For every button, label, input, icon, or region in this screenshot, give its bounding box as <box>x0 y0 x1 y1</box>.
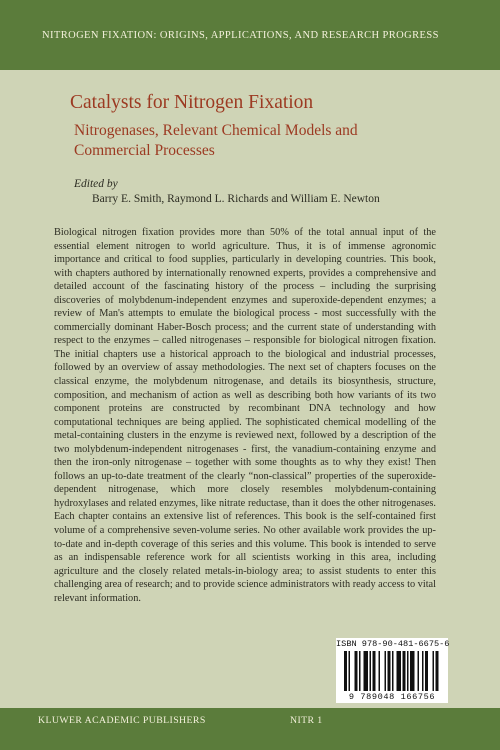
barcode-bar <box>364 651 369 691</box>
publisher-name: KLUWER ACADEMIC PUBLISHERS <box>38 715 206 726</box>
barcode-bar <box>422 651 424 691</box>
barcode <box>336 638 448 703</box>
barcode-bar <box>410 651 415 691</box>
barcode-bar <box>349 651 351 691</box>
barcode-bar <box>359 651 361 691</box>
barcode-bar <box>355 651 358 691</box>
barcode-bar <box>388 651 391 691</box>
book-title: Catalysts for Nitrogen Fixation <box>70 92 314 113</box>
description <box>54 226 436 605</box>
book-subtitle: Nitrogenases, Relevant Chemical Models and Commercial Processes <box>74 122 358 159</box>
barcode-bars <box>344 651 440 691</box>
barcode-bar <box>344 651 347 691</box>
barcode-bar <box>418 651 420 691</box>
isbn-label: ISBN 978-90-481-6675-6 <box>336 639 450 649</box>
description-paragraph: Biological nitrogen fixation provides more than 50% of the total annual input of the essential element nitrogen to world agriculture. Thus, it is of immense agronomic importance and critical to food supplies, particularly in developing countries. This book, with chapters authored by internationally renowned experts, provides a comprehensive and detailed account of the fascinating history of the process – including the surprising discoveries of molybdenum-independent enzymes and superoxide-dependent enzymes; a review of Man's attempts to emulate the biological process - most successfully with the commercially dominant Haber-Bosch process; and the current state of understanding with respect to the enzymes – called nitrogenases – responsible for biological nitrogen fixation. The initial chapters use a historical approach to the biological and industrial processes, followed by an overview of assay methodologies. The next set of chapters focuses on the classical enzyme, the molybdenum nitrogenase, and details its biosynthesis, structure, composition, and mechanism of action as well as describing both how variants of its two component proteins are constructed by recombinant DNA technology and how computational techniques are being applied. The sophisticated chemical modelling of the metal-containing clusters in the enzyme is reviewed next, followed by a description of the two molybdenum-independent nitrogenases - first, the vanadium-containing enzyme and then the iron-only nitrogenase – together with some thoughts as to why they exist! Then follows an up-to-date treatment of the clearly “non-classical” properties of the superoxide-dependent nitrogenase, which more closely resembles molybdenum-containing hydroxylases and related enzymes, like nitrate reductase, than it does the other nitrogenases. Each chapter contains an extensive list of references. This book is the self-contained first volume of a comprehensive seven-volume series. No other available work provides the up-to-date and in-depth coverage of this series and this volume. This book is intended to serve as an indispensable reference work for all scientists working in this area, including agriculture and the closely related metals-in-biology area; to assist students to enter this challenging area of research; and to provide science administrators with ready access to vital relevant information. <box>54 227 436 604</box>
barcode-bar <box>403 651 406 691</box>
series-code: NITR 1 <box>290 715 323 726</box>
edited-by-label: Edited by <box>74 178 118 190</box>
barcode-number: 9 789048 166756 <box>348 692 436 702</box>
barcode-bar <box>392 651 394 691</box>
barcode-bar <box>379 651 381 691</box>
barcode-bar <box>407 651 409 691</box>
editors: Barry E. Smith, Raymond L. Richards and William E. Newton <box>92 193 380 205</box>
barcode-bar <box>373 651 376 691</box>
barcode-bar <box>425 651 428 691</box>
barcode-bar <box>436 651 439 691</box>
barcode-bar <box>433 651 435 691</box>
barcode-bar <box>385 651 387 691</box>
barcode-bar <box>397 651 402 691</box>
series-title: NITROGEN FIXATION: ORIGINS, APPLICATIONS, AND RESEARCH PROGRESS <box>42 30 439 41</box>
barcode-bar <box>370 651 372 691</box>
